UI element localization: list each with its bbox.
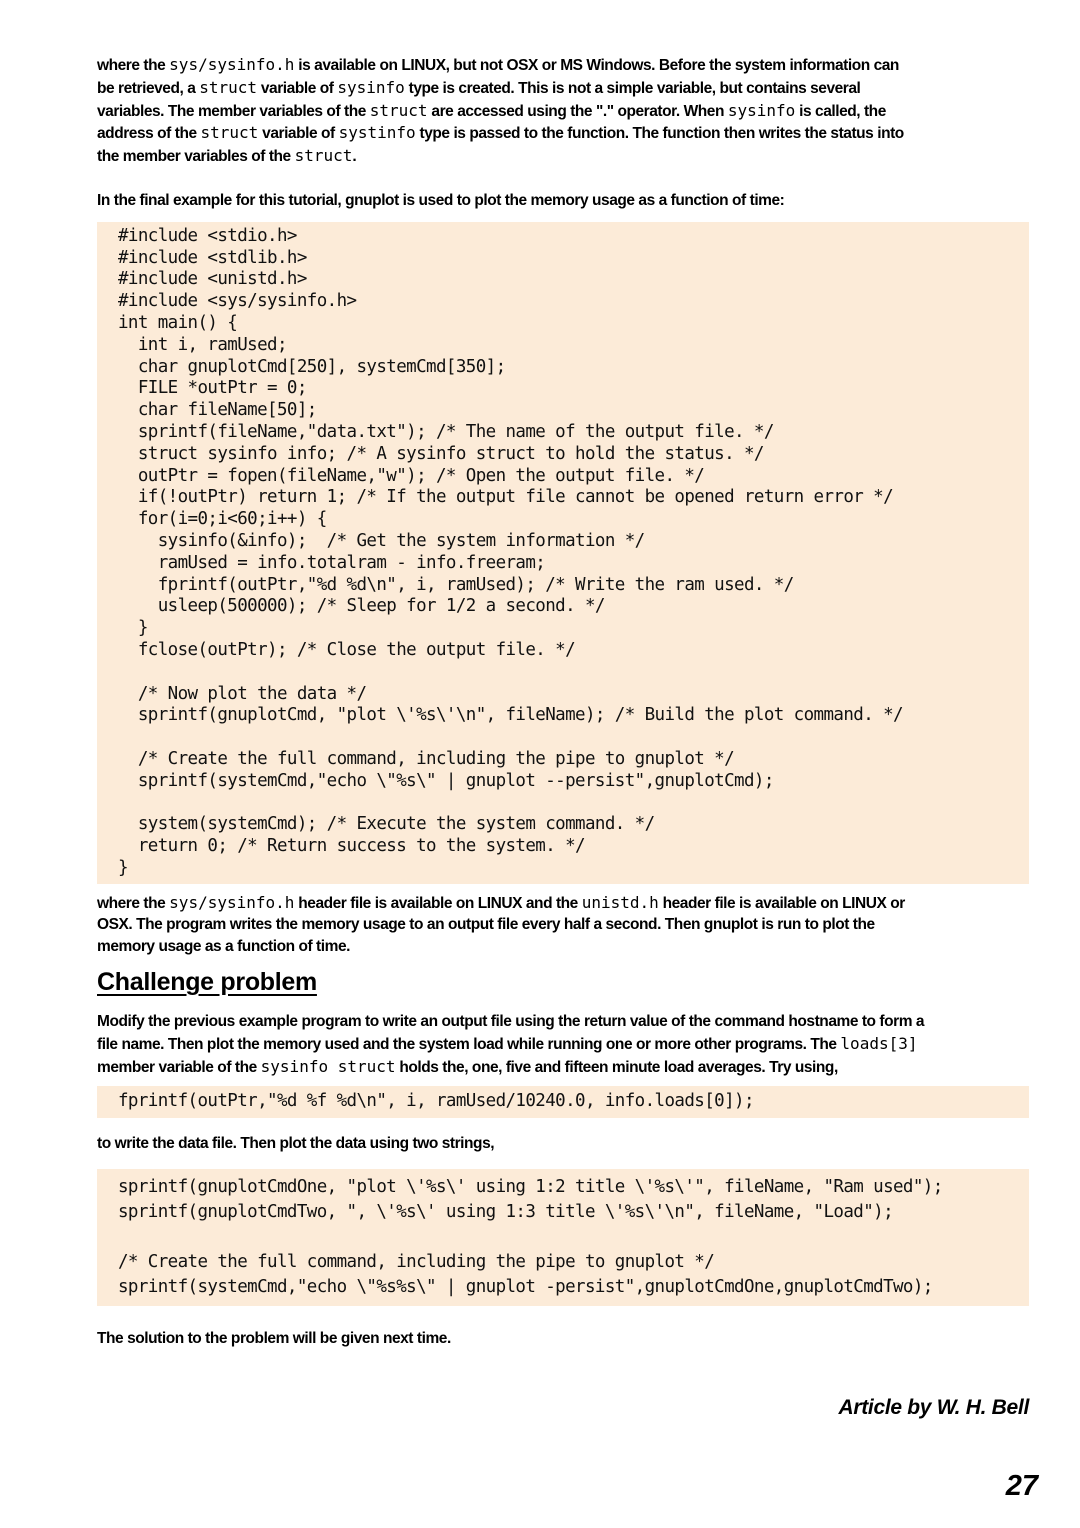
text-run: .	[352, 148, 357, 166]
text-run: holds the, one, five and fifteen minute load averages. Try using,	[395, 1058, 838, 1076]
section-heading: Challenge problem	[97, 968, 317, 997]
text-run: variable of	[258, 125, 339, 143]
solution-paragraph: The solution to the problem will be given next time.	[97, 1330, 451, 1348]
code-block-plot: sprintf(gnuplotCmdOne, "plot \'%s\' using 1:2 title \'%s\'", fileName, "Ram used"); sprintf(gnuplotCmdTwo, ", \'%s\' using 1:3 title \'%s\'\n", fileName, "Load"); /* Create the full command, including the pipe to gnuplot */ sprintf(systemCmd,"echo \"%s%s\" | gnuplot -persist",gnuplotCmdOne,gnuplotCmdTwo);	[97, 1169, 1029, 1306]
text-run: Modify the previous example program to write an output file using the return value of the command hostname to form a file name. Then plot the memory used and the system load while running one or more other programs. The	[97, 1013, 925, 1053]
code-inline: struct	[369, 100, 428, 120]
after-code-paragraph	[97, 892, 1029, 958]
text-run: type is created. This is not a simple variable, but contains several variables. The member variables of the	[97, 79, 861, 120]
article-byline: Article by W. H. Bell	[838, 1396, 1029, 1419]
text-run: where the	[97, 57, 170, 74]
code-inline: loads[3]	[840, 1033, 918, 1053]
code-inline: struct	[294, 146, 353, 166]
text-run: header file is available on LINUX or OSX. The program writes the memory usage to an output file every half a second. Then gnuplot is run to plot the memory usage as a function of time.	[97, 894, 905, 956]
code-block-main: #include <stdio.h> #include <stdlib.h> #include <unistd.h> #include <sys/sysinfo.h> int main() { int i, ramUsed; char gnuplotCmd[250], systemCmd[350]; FILE *outPtr = 0; char fileName[50]; sprintf(fileName,"data.txt"); /* The name of the output file. */ struct sysinfo info; /* A sysinfo struct to hold the status. */ outPtr = fopen(fileName,"w"); /* Open the output file. */ if(!outPtr) return 1; /* If the output file cannot be opened return error */ for(i=0;i<60;i++) { sysinfo(&info); /* Get the system information */ ramUsed = info.totalram - info.freeram; fprintf(outPtr,"%d %d\n", i, ramUsed); /* Write the ram used. */ usleep(500000); /* Sleep for 1/2 a second. */ } fclose(outPtr); /* Close the output file. */ /* Now plot the data */ sprintf(gnuplotCmd, "plot \'%s\'\n", fileName); /* Build the plot command. */ /* Create the full command, including the pipe to gnuplot */ sprintf(systemCmd,"echo \"%s\" | gnuplot --persist",gnuplotCmd); system(systemCmd); /* Execute the system command. */ return 0; /* Return success to the system. */ }	[97, 222, 1029, 884]
page-number: 27	[1005, 1470, 1038, 1502]
text-run: variable of	[257, 79, 338, 97]
text-run: header file is available on LINUX and the	[294, 894, 582, 912]
article-body	[97, 54, 1029, 1350]
write-data-paragraph: to write the data file. Then plot the data using two strings,	[97, 1135, 495, 1153]
text-run: is called, the address of the	[97, 102, 886, 143]
intro-paragraph	[97, 54, 1029, 168]
code-block-fprintf: fprintf(outPtr,"%d %f %d\n", i, ramUsed/10240.0, info.loads[0]);	[97, 1086, 1029, 1118]
challenge-paragraph	[97, 1011, 1029, 1078]
code-inline: sysinfo struct	[260, 1056, 396, 1076]
text-run: where the	[97, 894, 170, 912]
text-run: type is passed to the function. The function then writes the status into the member variables of the	[97, 125, 904, 166]
lead-in-paragraph: In the final example for this tutorial, gnuplot is used to plot the memory usage as a function of time:	[97, 191, 785, 209]
text-run: member variable of the	[97, 1058, 257, 1076]
code-inline: struct	[200, 123, 259, 143]
code-inline: sys/sysinfo.h	[169, 892, 295, 912]
code-inline: sys/sysinfo.h	[169, 55, 295, 74]
text-run: are accessed using the "." operator. When	[427, 102, 728, 120]
code-inline: sysinfo	[727, 100, 796, 120]
code-inline: struct	[199, 77, 258, 97]
text-run: is available on LINUX, but not OSX or MS Windows. Before the system information can be retrieved, a	[97, 57, 899, 97]
code-inline: sysinfo	[337, 77, 405, 97]
code-inline: systinfo	[338, 123, 416, 143]
code-inline: unistd.h	[581, 892, 659, 912]
